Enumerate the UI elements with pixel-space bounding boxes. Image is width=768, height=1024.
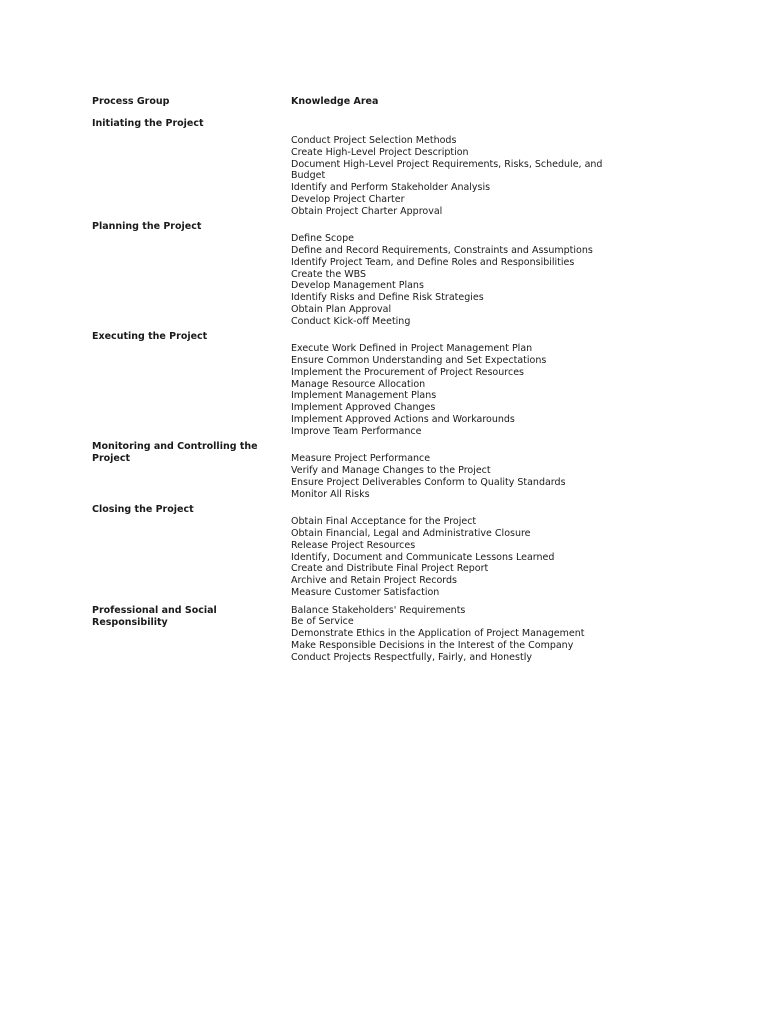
table-header-row — [92, 96, 652, 118]
knowledge-area-item: Obtain Final Acceptance for the Project — [291, 516, 477, 528]
knowledge-area-item: Monitor All Risks — [291, 488, 370, 500]
knowledge-area-item: Be of Service — [291, 616, 354, 628]
knowledge-area-item: Measure Project Performance — [291, 453, 431, 465]
knowledge-area-item: Ensure Project Deliverables Conform to Quality Standards — [291, 476, 566, 488]
knowledge-area-list — [291, 516, 652, 598]
process-group-title: Professional and Social Responsibility — [92, 604, 217, 628]
knowledge-area-item: Execute Work Defined in Project Management Plan — [291, 343, 533, 355]
knowledge-area-header: Knowledge Area — [291, 96, 379, 107]
process-group-title: Monitoring and Controlling the Project — [92, 441, 258, 465]
knowledge-area-item: Implement the Procurement of Project Resources — [291, 366, 524, 378]
process-group-title: Planning the Project — [92, 221, 202, 233]
knowledge-area-list — [291, 343, 652, 437]
process-group-title: Initiating the Project — [92, 118, 204, 129]
knowledge-area-item: Identify and Perform Stakeholder Analysis — [291, 182, 491, 193]
document-table — [92, 96, 652, 667]
knowledge-area-item: Develop Project Charter — [291, 193, 405, 205]
knowledge-area-item: Obtain Financial, Legal and Administrative Closure — [291, 528, 531, 539]
knowledge-area-item: Create the WBS — [291, 268, 366, 280]
knowledge-area-item: Identify Project Team, and Define Roles and Responsibilities — [291, 256, 575, 268]
knowledge-area-item: Define Scope — [291, 233, 354, 245]
knowledge-area-item: Demonstrate Ethics in the Application of Project Management — [291, 628, 585, 639]
knowledge-area-item: Conduct Kick-off Meeting — [291, 315, 411, 327]
knowledge-area-item: Implement Management Plans — [291, 390, 437, 402]
knowledge-area-item: Develop Management Plans — [291, 280, 424, 292]
knowledge-area-item: Implement Approved Actions and Workarounds — [291, 413, 515, 425]
knowledge-area-item: Identify, Document and Communicate Lessons Learned — [291, 551, 555, 563]
process-group-planning — [92, 221, 652, 327]
knowledge-area-list — [291, 605, 621, 664]
knowledge-area-item: Create and Distribute Final Project Report — [291, 563, 489, 575]
process-group-title: Closing the Project — [92, 504, 194, 516]
knowledge-area-list — [291, 135, 652, 217]
knowledge-area-item: Manage Resource Allocation — [291, 378, 426, 390]
knowledge-area-item: Archive and Retain Project Records — [291, 575, 457, 586]
knowledge-area-item: Balance Stakeholders' Requirements — [291, 604, 466, 616]
knowledge-area-item: Identify Risks and Define Risk Strategies — [291, 292, 484, 303]
knowledge-area-item: Obtain Plan Approval — [291, 303, 392, 315]
knowledge-area-item: Implement Approved Changes — [291, 402, 436, 413]
knowledge-area-list — [291, 233, 652, 327]
knowledge-area-item: Document High-Level Project Requirements, Risks, Schedule, and Budget — [291, 158, 603, 182]
process-group-professional — [92, 605, 652, 664]
knowledge-area-item: Obtain Project Charter Approval — [291, 205, 443, 217]
process-group-executing — [92, 331, 652, 437]
knowledge-area-item: Conduct Project Selection Methods — [291, 135, 457, 146]
process-group-initiating — [92, 118, 652, 217]
process-group-monitoring — [92, 441, 652, 500]
knowledge-area-item: Verify and Manage Changes to the Project — [291, 465, 491, 476]
knowledge-area-item: Measure Customer Satisfaction — [291, 586, 440, 598]
knowledge-area-item: Make Responsible Decisions in the Interest of the Company — [291, 639, 574, 651]
process-group-title: Executing the Project — [92, 331, 208, 343]
process-group-header: Process Group — [92, 96, 170, 107]
knowledge-area-item: Define and Record Requirements, Constraints and Assumptions — [291, 245, 593, 256]
knowledge-area-item: Create High-Level Project Description — [291, 146, 469, 158]
knowledge-area-item: Conduct Projects Respectfully, Fairly, and Honestly — [291, 651, 532, 663]
knowledge-area-list — [291, 453, 621, 500]
knowledge-area-item: Improve Team Performance — [291, 425, 422, 437]
knowledge-area-item: Ensure Common Understanding and Set Expectations — [291, 355, 547, 366]
knowledge-area-item: Release Project Resources — [291, 539, 416, 551]
process-group-closing — [92, 504, 652, 598]
